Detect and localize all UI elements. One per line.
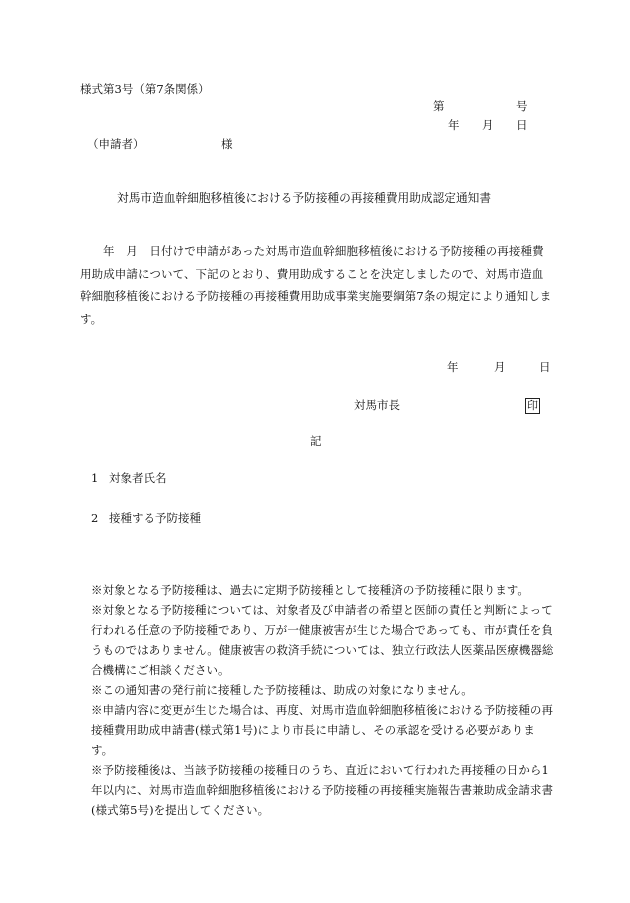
document-number-prefix: 第 [433, 99, 445, 113]
date-bottom-month: 月 [494, 360, 506, 374]
note-4: ※申請内容に変更が生じた場合は、再度、対馬市造血幹細胞移植後における予防接種の再接種費用助成申請書(様式第1号)により市長に申請し、その承認を受ける必要があります。 [91, 703, 553, 757]
item-2-label: 接種する予防接種 [109, 511, 201, 525]
note-5: ※予防接種後は、当該予防接種の接種日のうち、直近において行われた再接種の日から1年以内に、対馬市造血幹細胞移植後における予防接種の再接種実施報告書兼助成金請求書(様式第5号)を提出してください。 [91, 763, 553, 817]
date-bottom-year: 年 [447, 360, 459, 374]
item-1-number: 1 [91, 471, 99, 485]
date-top-year: 年 [448, 118, 460, 132]
applicant-honorific: 様 [221, 137, 233, 151]
note-2: ※対象となる予防接種については、対象者及び申請者の希望と医師の責任と判断によって行われる任意の予防接種であり、万が一健康被害が生じた場合であっても、市が責任を負うものではありません。健康被害の救済手続については、独立行政法人医薬品医療機器総合機構にご相談ください。 [91, 603, 554, 677]
date-bottom-day: 日 [539, 360, 551, 374]
seal-mark [525, 398, 540, 414]
note-1: ※対象となる予防接種は、過去に定期予防接種として接種済の予防接種に限ります。 [91, 583, 529, 597]
date-top-day: 日 [516, 118, 528, 132]
form-label: 様式第3号（第7条関係） [80, 82, 210, 96]
body-paragraph: 年 月 日付けで申請があった対馬市造血幹細胞移植後における予防接種の再接種費用助成申請について、下記のとおり、費用助成することを決定しましたので、対馬市造血幹細胞移植後における予防接種の再接種費用助成事業実施要綱第7条の規定により通知します。 [80, 244, 552, 326]
applicant-label: （申請者） [87, 137, 145, 151]
document-title: 対馬市造血幹細胞移植後における予防接種の再接種費用助成認定通知書 [117, 191, 492, 205]
item-2-number: 2 [91, 511, 99, 525]
document-number-suffix: 号 [516, 99, 528, 113]
item-1-label: 対象者氏名 [109, 471, 167, 485]
seal-box: 印 [527, 399, 538, 412]
notes-section [91, 580, 554, 820]
date-top-month: 月 [482, 118, 494, 132]
signer-title: 対馬市長 [354, 398, 400, 412]
ki-heading: 記 [310, 434, 322, 448]
note-3: ※この通知書の発行前に接種した予防接種は、助成の対象になりません。 [91, 683, 473, 697]
